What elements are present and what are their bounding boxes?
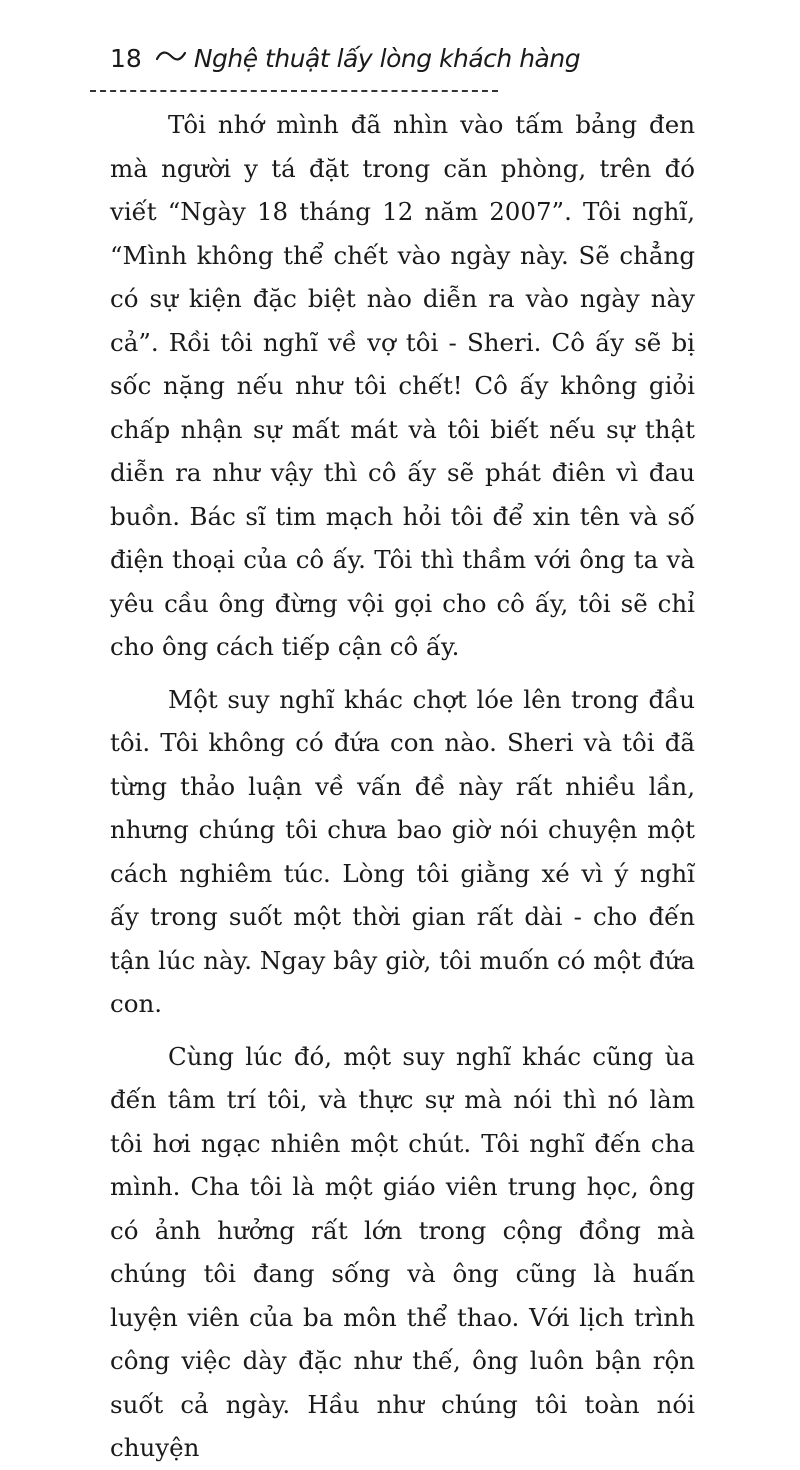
paragraph: Cùng lúc đó, một suy nghĩ khác cũng ùa đến tâm trí tôi, và thực sự mà nói thì nó làm tôi hơi ngạc nhiên một chút. Tôi nghĩ đến cha mình. Cha tôi là một giáo viên trung học, ông có ảnh hưởng rất lớn trong cộng đồng mà chúng tôi đang sống và ông cũng là huấn luyện viên của ba môn thể thao. Với lịch trình công việc dày đặc như thế, ông luôn bận rộn suốt cả ngày. Hầu như chúng tôi toàn nói chuyện	[110, 1041, 695, 1462]
header-dashed-rule	[90, 90, 498, 92]
paragraph: Một suy nghĩ khác chợt lóe lên trong đầu tôi. Tôi không có đứa con nào. Sheri và tôi đã từng thảo luận về vấn đề này rất nhiều lần, nhưng chúng tôi chưa bao giờ nói chuyện một cách nghiêm túc. Lòng tôi giằng xé vì ý nghĩ ấy trong suốt một thời gian rất dài - cho đến tận lúc này. Ngay bây giờ, tôi muốn có một đứa con.	[110, 684, 695, 1018]
body-text	[110, 103, 695, 1470]
paragraph: Tôi nhớ mình đã nhìn vào tấm bảng đen mà người y tá đặt trong căn phòng, trên đó viết “Ngày 18 tháng 12 năm 2007”. Tôi nghĩ, “Mình không thể chết vào ngày này. Sẽ chẳng có sự kiện đặc biệt nào diễn ra vào ngày này cả”. Rồi tôi nghĩ về vợ tôi - Sheri. Cô ấy sẽ bị sốc nặng nếu như tôi chết! Cô ấy không giỏi chấp nhận sự mất mát và tôi biết nếu sự thật diễn ra như vậy thì cô ấy sẽ phát điên vì đau buồn. Bác sĩ tim mạch hỏi tôi để xin tên và số điện thoại của cô ấy. Tôi thì thầm với ông ta và yêu cầu ông đừng vội gọi cho cô ấy, tôi sẽ chỉ cho ông cách tiếp cận cô ấy.	[110, 110, 695, 661]
tilde-swash-icon	[156, 48, 186, 62]
running-head	[110, 44, 580, 84]
page-number: 18	[110, 44, 142, 73]
book-title: Nghệ thuật lấy lòng khách hàng	[193, 44, 581, 73]
